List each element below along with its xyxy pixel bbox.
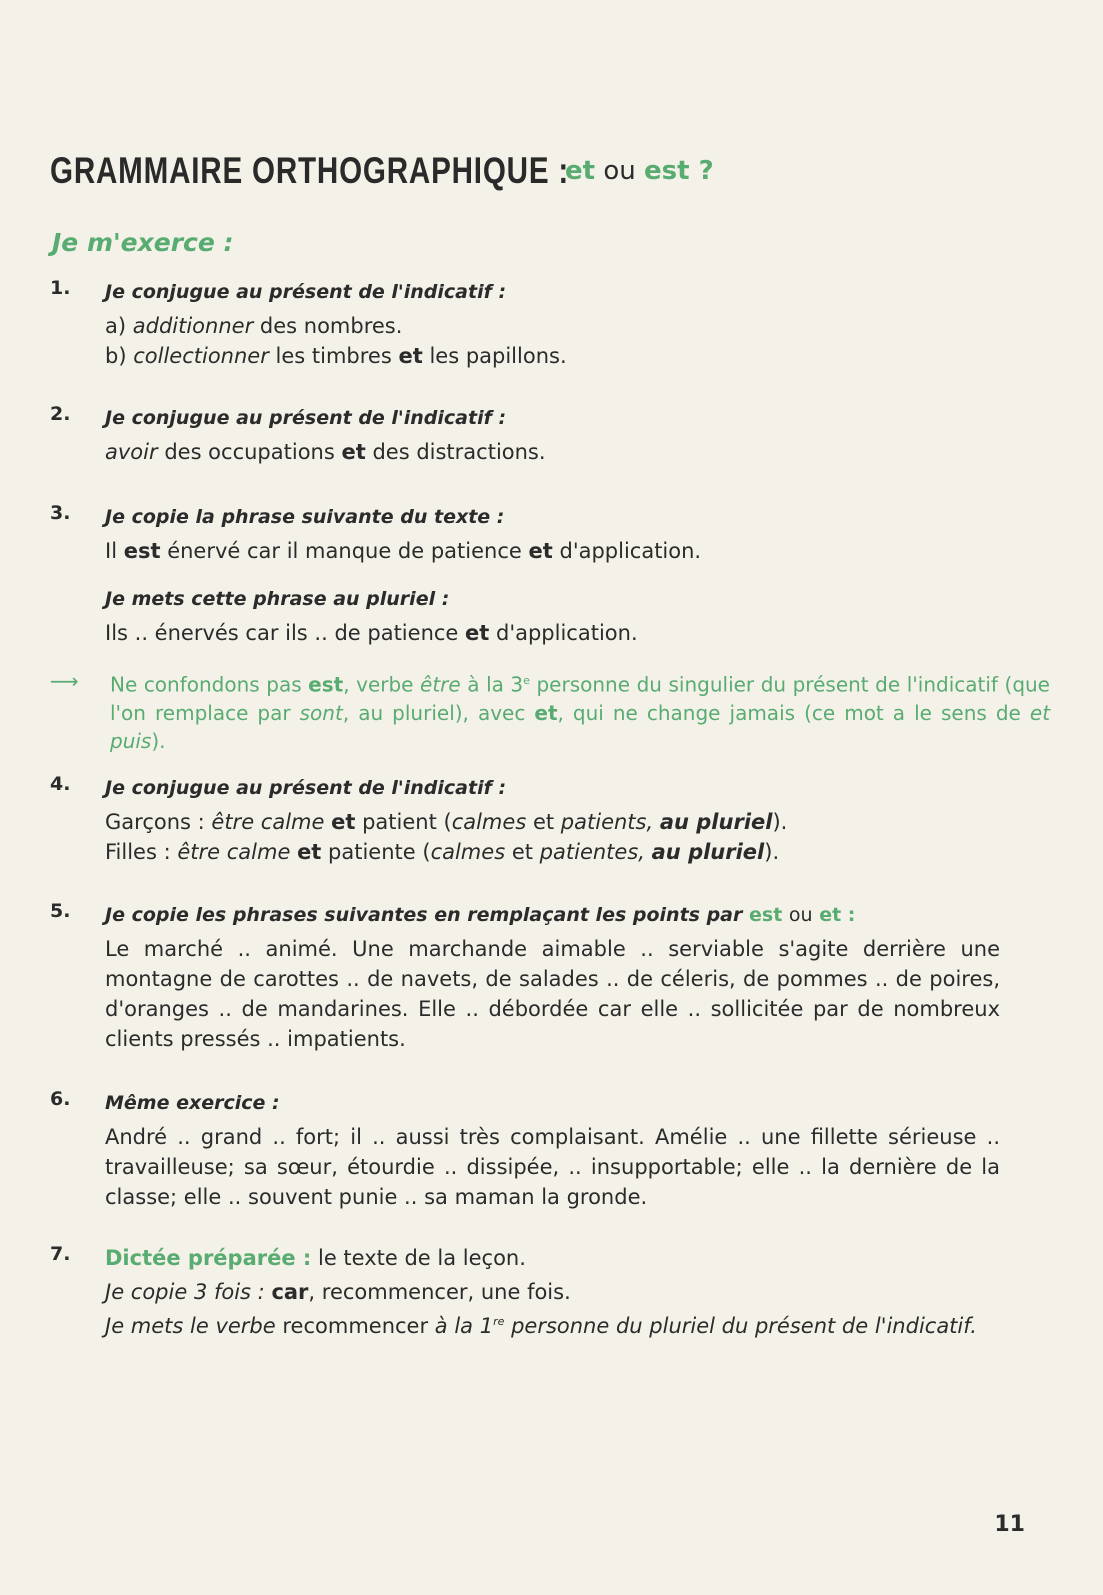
note-part: Ne confondons pas (110, 672, 302, 697)
line-text: Ils .. énervés car ils .. de patience (105, 621, 459, 645)
instruction-text: Je copie les phrases suivantes en remplaçant les points par (105, 904, 743, 926)
title-ou: ou (603, 156, 636, 186)
note-part: sont (299, 700, 343, 725)
exercise-instruction: Je copie la phrase suivante du texte : (105, 506, 505, 528)
line-text: le texte de la leçon. (318, 1246, 526, 1270)
line-text: calmes (430, 840, 506, 864)
exercise-line (105, 1243, 1040, 1273)
exercise-line (105, 536, 1040, 566)
line-text: Il (105, 539, 118, 563)
instruction-text: ou (788, 904, 813, 926)
keyword-est: est (123, 539, 161, 563)
note-text (110, 667, 1050, 755)
line-text: patient ( (362, 810, 452, 834)
line-text: des nombres. (259, 314, 403, 338)
exercise-line (105, 618, 1040, 648)
note-part: , au pluriel), avec (342, 700, 526, 725)
line-text: Filles : (105, 840, 171, 864)
exercise-instruction: Je conjugue au présent de l'indicatif : (105, 281, 507, 303)
keyword-et: et (331, 810, 356, 834)
exercise-number: 4. (50, 773, 71, 795)
exercise-number: 1. (50, 277, 71, 299)
exercise-instruction: Même exercice : (105, 1092, 280, 1114)
section-heading: Je m'exerce : (52, 228, 234, 257)
line-text: Garçons : (105, 810, 205, 834)
grammar-note (50, 667, 1050, 755)
line-text: patientes, (539, 840, 645, 864)
note-part: et puis (110, 700, 1051, 753)
line-text: les papillons. (429, 344, 567, 368)
exercise-line (105, 341, 1040, 371)
page-number: 11 (994, 1512, 1025, 1537)
title-subtitle (565, 156, 714, 186)
exercise-number: 7. (50, 1243, 71, 1265)
exercise-number: 3. (50, 502, 71, 524)
exercise-number: 6. (50, 1088, 71, 1110)
line-text: être calme (211, 810, 325, 834)
line-prefix: a) (105, 314, 127, 338)
title-et: et (565, 156, 596, 186)
line-text: personne du pluriel du présent de l'indicatif. (511, 1314, 977, 1338)
line-text: Je mets le verbe (105, 1314, 276, 1338)
superscript: re (493, 1315, 505, 1328)
keyword-et: et (297, 840, 322, 864)
keyword-et: et (534, 700, 558, 725)
line-text: et (511, 840, 533, 864)
verb: additionner (132, 314, 254, 338)
note-part: à la 3 (467, 672, 524, 697)
exercise-5 (50, 900, 1040, 1054)
line-text: des distractions. (372, 440, 546, 464)
line-text: être calme (177, 840, 291, 864)
exercise-instruction: Je conjugue au présent de l'indicatif : (105, 777, 507, 799)
verb: collectionner (133, 344, 269, 368)
exercise-2 (50, 403, 1040, 467)
dictee-label: Dictée préparée : (105, 1246, 312, 1270)
line-text: d'application. (559, 539, 702, 563)
exercise-number: 5. (50, 900, 71, 922)
exercise-1 (50, 277, 1040, 371)
line-text: Je copie 3 fois : (105, 1280, 265, 1304)
exercise-7 (50, 1243, 1040, 1341)
exercise-line (105, 837, 1040, 867)
line-text: et (532, 810, 555, 834)
exercise-text: Le marché .. animé. Une marchande aimable .. serviable s'agite derrière une montagne de carottes .. de navets, de salades .. de céleris, de pommes .. de poires, d'oranges .. de mandarines. Elle .. débordée car elle .. sollicitée par de nombreux clients pressés .. impatients. (105, 937, 1000, 1051)
line-text: au pluriel (651, 840, 765, 864)
note-part: , qui ne change jamais (ce mot a le sens de (557, 700, 1021, 725)
line-text: calmes (451, 810, 527, 834)
keyword-et: et (528, 539, 553, 563)
exercise-3 (50, 502, 1040, 648)
keyword-et: et (465, 621, 490, 645)
line-text: recommencer (282, 1314, 429, 1338)
line-text: les timbres (275, 344, 392, 368)
line-prefix: b) (105, 344, 127, 368)
keyword-est: est (308, 672, 344, 697)
note-part: personne du singulier du présent de l'indicatif (que l'on remplace par (110, 672, 1050, 725)
line-text: à la 1 (434, 1314, 494, 1338)
exercise-line (105, 1277, 1040, 1307)
note-part: ). (151, 728, 166, 753)
line-text: ). (764, 840, 780, 864)
line-text: car (271, 1280, 309, 1304)
exercise-6 (50, 1088, 1040, 1212)
superscript: e (523, 674, 530, 687)
title-est: est ? (643, 156, 714, 186)
note-part: , verbe (343, 672, 414, 697)
arrow-icon: ⟶ (50, 669, 79, 693)
exercise-4 (50, 773, 1040, 867)
line-text: des occupations (164, 440, 335, 464)
keyword-est: est (749, 904, 783, 926)
line-text: ). (772, 810, 788, 834)
verb: avoir (105, 440, 158, 464)
keyword-et: et : (819, 904, 856, 926)
line-text: énervé car il manque de patience (167, 539, 522, 563)
exercise-instruction (105, 900, 1040, 930)
line-text: d'application. (496, 621, 638, 645)
line-text: patiente ( (328, 840, 431, 864)
line-text: , recommencer, une fois. (308, 1280, 571, 1304)
exercise-text: André .. grand .. fort; il .. aussi très complaisant. Amélie .. une fillette sérieuse .. travailleuse; sa sœur, étourdie .. dissipée, .. insupportable; elle .. la dernière de la classe; elle .. souvent punie .. sa maman la gronde. (105, 1125, 1000, 1209)
exercise-instruction: Je mets cette phrase au pluriel : (105, 588, 450, 610)
line-text: patients, (560, 810, 654, 834)
line-text: au pluriel (659, 810, 773, 834)
exercise-line (105, 1307, 1000, 1341)
exercise-line (105, 437, 1040, 467)
keyword-et: et (341, 440, 366, 464)
exercise-line (105, 311, 1040, 341)
exercise-instruction: Je conjugue au présent de l'indicatif : (105, 407, 507, 429)
title-main: GRAMMAIRE ORTHOGRAPHIQUE : (50, 150, 570, 191)
exercise-line (105, 807, 1040, 837)
keyword-et: et (398, 344, 423, 368)
exercise-number: 2. (50, 403, 71, 425)
note-part: être (420, 672, 461, 697)
